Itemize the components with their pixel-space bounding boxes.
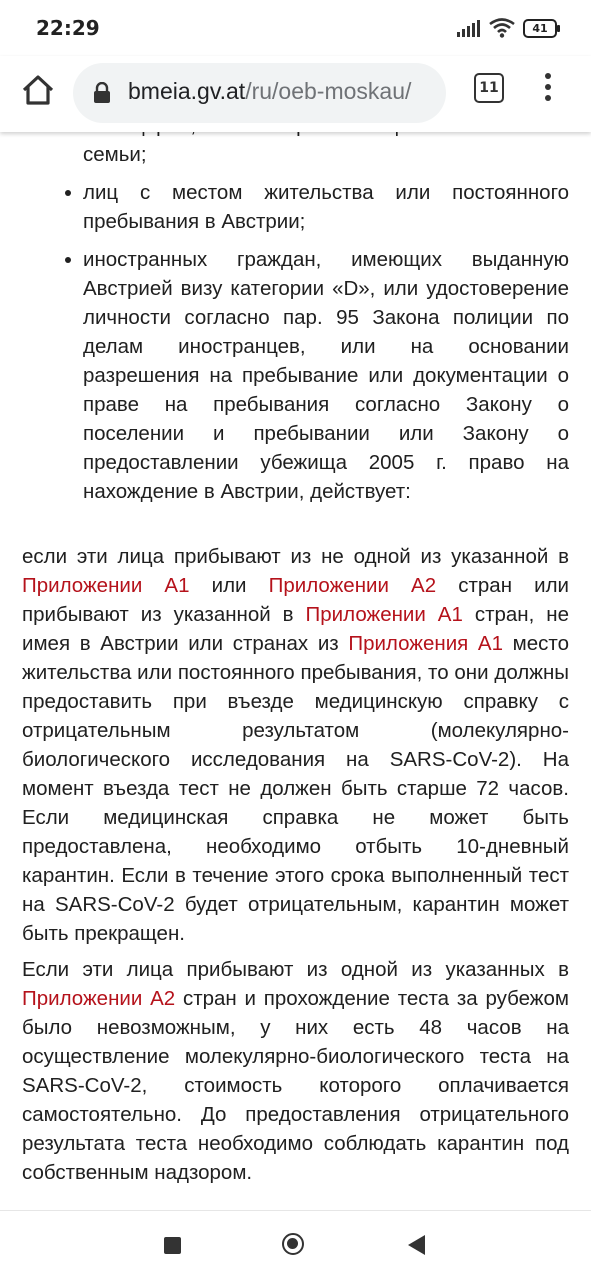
paragraph-text: если эти лица прибывают из не одной из указанной в [22,545,569,568]
status-bar [0,0,591,56]
bullet-list [63,111,569,506]
paragraph-48-hours [22,955,569,1187]
bullet-dot [65,190,71,196]
paragraph-text: стран и прохождение теста за рубежом было невозможным, у них есть 48 часов на осуществление молекулярно-биологического теста на SARS-CoV-2, стоимость которого оплачивается самостоятельно. До предоставления отрицательного результата теста необходимо соблюдать карантин под собственным надзором. [22,987,569,1184]
paragraph-text: место жительства или постоянного пребывания, то они должны предоставить при въезде медицинскую справку с отрицательным результатом (молекулярно-биологического исследования на SARS-CoV-2). На момент въезда тест не должен быть старше 72 часов. Если медицинская справка не может быть предоставлена, необходимо отбыть 10-дневный карантин. Если в течение этого срока выполненный тест на SARS-CoV-2 будет отрицательным, карантин может быть прекращен. [22,632,569,945]
home-icon[interactable] [282,1233,304,1255]
url-text[interactable] [128,78,411,105]
paragraph-text: или [189,574,269,597]
status-icons [457,16,557,40]
recent-apps-icon[interactable] [164,1237,181,1254]
url-path: /ru/oeb-moskau/ [245,78,412,104]
browser-toolbar [0,56,591,132]
list-item [63,245,569,506]
annex-a1-link[interactable]: Приложения А1 [348,632,504,655]
annex-a1-link[interactable]: Приложении А1 [22,574,190,597]
paragraph-test-requirement [22,542,569,948]
bullet-dot [65,257,71,263]
list-item [63,178,569,236]
navigation-bar [0,1210,591,1281]
paragraph-text: стран или прибывают из указанной в [22,574,570,626]
annex-a1-link[interactable]: Приложении А1 [305,603,463,626]
annex-a2-link[interactable]: Приложении А2 [22,987,176,1010]
list-item-text: лиц с местом жительства или постоянного пребывания в Австрии; [83,181,569,233]
list-item-text: иностранных граждан, имеющих выданную Австрией визу категории «D», или удостоверение личности согласно пар. 95 Закона полиции по делам иностранцев, или на основании разрешения на пребывание или документации о праве на пребывания согласно Закону о поселении и пребывании или Закону о предоставлении убежища 2005 г. право на нахождение в Австрии, действует: [83,248,569,503]
list-item-text: семьи; [83,143,147,166]
more-menu-icon[interactable] [538,70,558,110]
paragraph-text: Если эти лица прибывают из одной из указанных в [22,958,569,981]
home-icon[interactable] [18,70,58,110]
address-bar[interactable] [73,63,446,123]
status-time: 22:29 [36,16,100,40]
tabs-icon[interactable]: 11 [474,73,504,103]
battery-icon: 41 [523,19,557,38]
wifi-icon [489,18,515,38]
annex-a2-link[interactable]: Приложении А2 [268,574,437,597]
paragraph-text: стран, не имея в Австрии или странах из [22,603,569,655]
signal-icon [457,19,481,37]
url-host: bmeia.gv.at [128,78,246,104]
back-icon[interactable] [408,1235,425,1255]
lock-icon[interactable] [93,82,111,104]
